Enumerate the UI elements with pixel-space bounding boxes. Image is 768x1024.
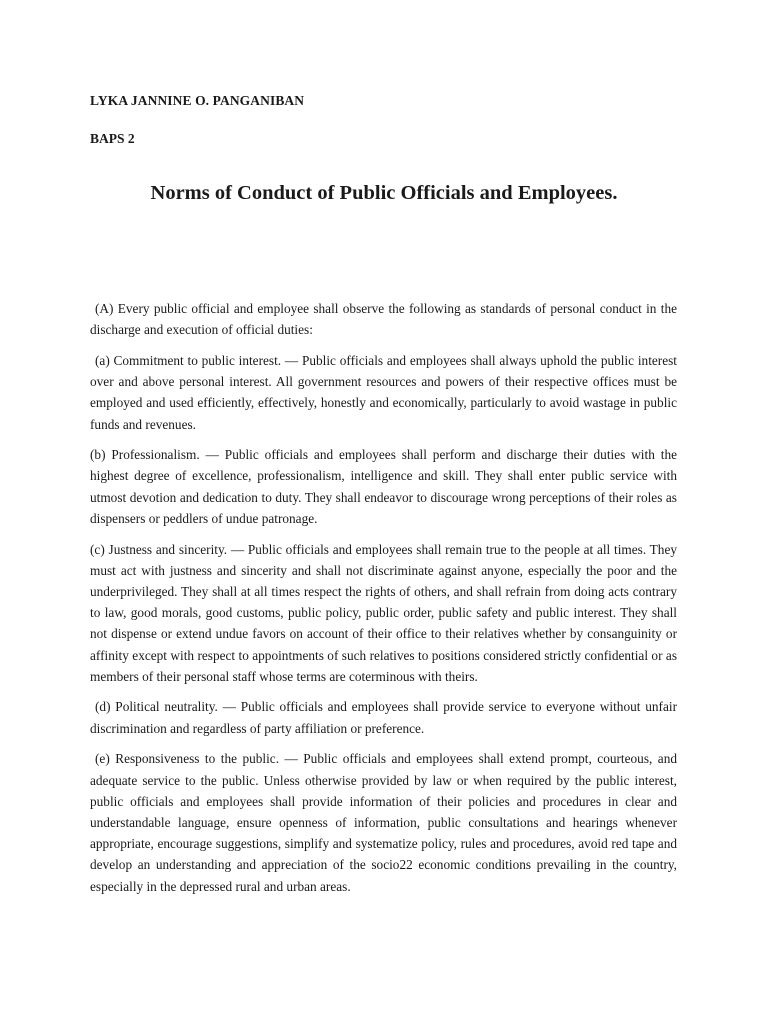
paragraph-responsiveness: (e) Responsiveness to the public. — Public officials and employees shall extend prompt, courteous, and adequate service to the public. Unless otherwise provided by law or when required by the public interest, public officials and employees shall provide information of their policies and procedures in clear and understandable language, ensure openness of information, public consultations and hearings whenever appropriate, encourage suggestions, simplify and systematize policy, rules and procedures, avoid red tape and develop an understanding and appreciation of the socio22 economic conditions prevailing in the country, especially in the depressed rural and urban areas. — [90, 751, 677, 894]
paragraph-professionalism: (b) Professionalism. — Public officials and employees shall perform and discharge their duties with the highest degree of excellence, professionalism, intelligence and skill. They shall enter public service with utmost devotion and dedication to duty. They shall endeavor to discourage wrong perceptions of their roles as dispensers or peddlers of undue patronage. — [90, 447, 677, 526]
document-body — [90, 298, 677, 906]
paragraph-justness: (c) Justness and sincerity. — Public officials and employees shall remain true to the people at all times. They must act with justness and sincerity and shall not discriminate against anyone, especially the poor and the underprivileged. They shall at all times respect the rights of others, and shall refrain from doing acts contrary to law, good morals, good customs, public policy, public order, public safety and public interest. They shall not dispense or extend undue favors on account of their office to their relatives whether by consanguinity or affinity except with respect to appointments of such relatives to positions considered strictly confidential or as members of their personal staff whose terms are coterminous with theirs. — [90, 541, 677, 684]
document-title: Norms of Conduct of Public Officials and Employees. — [150, 182, 618, 204]
author-name: LYKA JANNINE O. PANGANIBAN — [90, 93, 305, 108]
paragraph-commitment: (a) Commitment to public interest. — Public officials and employees shall always uphold the public interest over and above personal interest. All government resources and powers of their respective offices must be employed and used efficiently, effectively, honestly and economically, particularly to avoid wastage in public funds and revenues. — [90, 352, 677, 432]
paragraph-political-neutrality: (d) Political neutrality. — Public officials and employees shall provide service to everyone without unfair discrimination and regardless of party affiliation or preference. — [90, 699, 677, 736]
paragraph-intro: (A) Every public official and employee shall observe the following as standards of personal conduct in the discharge and execution of official duties: — [90, 301, 677, 338]
course-label: BAPS 2 — [90, 131, 135, 146]
